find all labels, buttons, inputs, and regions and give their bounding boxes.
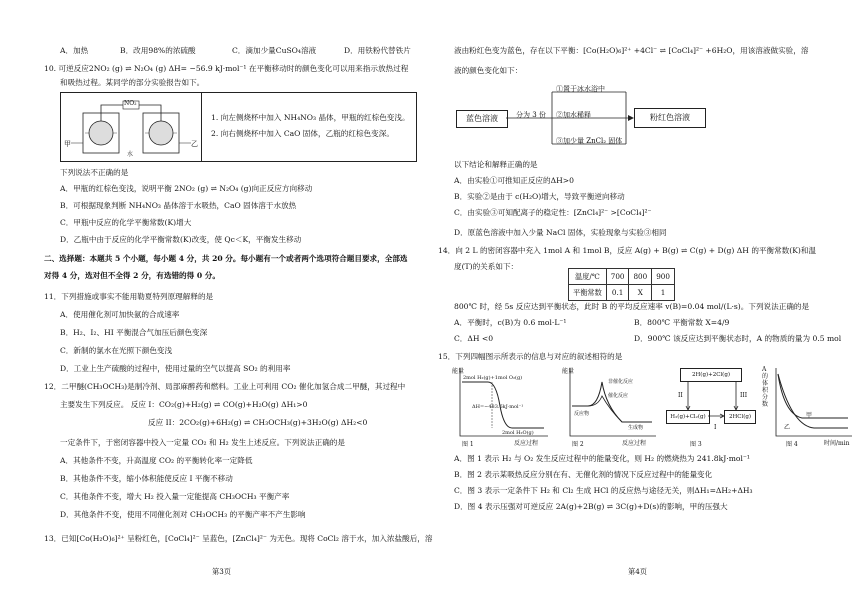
q10-jia-label: 甲 bbox=[64, 140, 71, 148]
q12-stem-line3: 反应 II：2CO₂(g)+6H₂(g) ⇌ CH₃OCH₃(g)+3H₂O(g) ΔH₂<0 bbox=[148, 418, 368, 427]
table-cell: 0.1 bbox=[606, 285, 629, 301]
q9-option-a: A．加热 bbox=[60, 46, 89, 55]
fig3-path-iii: III bbox=[740, 392, 748, 399]
flow-step-1: ①置于冰水浴中 bbox=[556, 85, 605, 93]
q10-option-b: B．可根据现象判断 NH₄NO₃ 晶体溶于水吸热，CaO 固体溶于水放热 bbox=[60, 201, 297, 210]
fig2-y-label: 能量 bbox=[562, 368, 575, 375]
q13-cont-line2: 液的颜色变化如下： bbox=[454, 66, 523, 75]
fig3-right-box: 2HCl(g) bbox=[724, 410, 756, 424]
q12-stem-line4: 一定条件下，于密闭容器中投入一定量 CO₂ 和 H₂ 发生上述反应。下列说法正确的是 bbox=[60, 438, 345, 447]
fig4-x-label: 时间/min bbox=[824, 440, 850, 447]
fig2-caption: 图 2 bbox=[572, 441, 584, 448]
q10-yi-label: 乙 bbox=[191, 140, 198, 148]
page-number-right: 第4页 bbox=[628, 567, 647, 576]
q13-option-c: C．由实验③可知配离子的稳定性：[ZnCl₄]²⁻ >[CoCl₄]²⁻ bbox=[454, 208, 652, 217]
flow-pink-box: 粉红色溶液 bbox=[634, 108, 706, 128]
section2-line2: 对得 4 分，选对但不全得 2 分，有选错的得 0 分。 bbox=[44, 271, 220, 280]
q14-option-b: B．800℃ 平衡常数 X=4/9 bbox=[634, 318, 730, 327]
q15-figure-4 bbox=[762, 366, 854, 448]
q11-option-d: D．工业上生产硫酸的过程中，使用过量的空气以提高 SO₂ 的利用率 bbox=[60, 364, 291, 373]
fig4-yi-label: 乙 bbox=[784, 424, 791, 431]
q13-option-d: D．原蓝色溶液中加入少量 NaCl 固体，实验现象与实验③相同 bbox=[454, 228, 667, 237]
q13-option-a: A．由实验①可推知正反应的ΔH>0 bbox=[454, 176, 574, 185]
q13-question: 以下结论和解释正确的是 bbox=[454, 160, 538, 169]
fig2-x-label: 反应过程 bbox=[622, 440, 647, 447]
q14-stem-line1: 14．向 2 L 的密闭容器中充入 1mol A 和 1mol B，反应 A(g) + B(g) ⇌ C(g) + D(g) ΔH 的平衡常数(K)和温 bbox=[438, 246, 817, 255]
q12-option-b: B．其他条件不变，缩小体积能使反应 I 平衡不移动 bbox=[60, 474, 233, 483]
q14-stem-line2: 度(T)的关系如下： bbox=[454, 262, 519, 271]
fig2-cat-label: 催化反应 bbox=[608, 393, 629, 399]
q14-option-d: D．900℃ 该反应达到平衡状态时，A 的物质的量为 0.5 mol bbox=[634, 334, 842, 343]
q13-cont-line1: 液由粉红色变为蓝色，存在以下平衡：[Co(H₂O)₆]²⁺ +4Cl⁻ ⇌ [CoCl₄]²⁻ +6H₂O，用该溶液做实验，溶 bbox=[454, 46, 809, 55]
table-cell: 1 bbox=[652, 285, 675, 301]
q11-option-a: A．使用催化剂可加快氨的合成速率 bbox=[60, 310, 180, 319]
q15-option-a: A．图 1 表示 H₂ 与 O₂ 发生反应过程中的能量变化，则 H₂ 的燃烧热为 241.8kJ·mol⁻¹ bbox=[454, 454, 750, 463]
q10-no2-label: NO₂ bbox=[124, 100, 137, 107]
q14-table-row-temp bbox=[569, 269, 675, 285]
q15-figure-3 bbox=[666, 366, 756, 448]
q15-stem: 15．下列四幅图示所表示的信息与对应的叙述相符的是 bbox=[438, 352, 623, 361]
fig1-bottom-label: 2mol H₂O(g) bbox=[502, 430, 534, 436]
fig3-top-box: 2H(g)+2Cl(g) bbox=[680, 368, 742, 382]
q15-figure-1 bbox=[452, 366, 552, 448]
fig3-path-ii: II bbox=[678, 392, 683, 399]
q12-option-d: D．其他条件不变，使用不同催化剂对 CH₃OCH₃ 的平衡产率不产生影响 bbox=[60, 510, 306, 519]
q13-stem: 13．已知[Co(H₂O)₆]²⁺ 呈粉红色，[CoCl₄]²⁻ 呈蓝色，[ZnCl₄]²⁻ 为无色。现将 CoCl₂ 溶于水，加入浓盐酸后，溶 bbox=[44, 534, 433, 543]
page-number-left: 第3页 bbox=[212, 567, 231, 576]
q11-option-b: B．H₂、I₂、HI 平衡混合气加压后颜色变深 bbox=[60, 328, 208, 337]
table-cell: 800 bbox=[629, 269, 652, 285]
q10-apparatus-figure bbox=[61, 93, 202, 161]
q11-stem: 11．下列措施或事实不能用勒夏特列原理解释的是 bbox=[44, 292, 214, 301]
q12-stem-line2: 主要发生下列反应。 反应 I：CO₂(g)+H₂(g) ⇌ CO(g)+H₂O(g) ΔH₁>0 bbox=[60, 400, 308, 409]
q10-option-a: A．甲瓶的红棕色变浅，说明平衡 2NO₂ (g) ⇌ N₂O₄ (g)向正反应方向移动 bbox=[60, 184, 313, 193]
q10-question: 下列说法不正确的是 bbox=[60, 168, 129, 177]
q15-figure-2 bbox=[562, 366, 658, 448]
fig3-path-i: I bbox=[714, 424, 717, 431]
q15-option-b: B．图 2 表示某吸热反应分别在有、无催化剂的情况下反应过程中的能量变化 bbox=[454, 470, 713, 479]
q14-stem-line3: 800℃ 时，经 5s 反应达到平衡状态，此时 B 的平均反应速率 v(B)=0.04 mol/(L·s)。下列说法正确的是 bbox=[454, 302, 810, 311]
q9-option-b: B．改用98%的浓硫酸 bbox=[120, 46, 196, 55]
fig1-x-label: 反应过程 bbox=[514, 440, 539, 447]
q12-option-c: C．其他条件不变，增大 H₂ 投入量一定能提高 CH₃OCH₃ 平衡产率 bbox=[60, 492, 290, 501]
fig4-y-label: A的体积分数 bbox=[762, 366, 769, 408]
fig3-caption: 图 3 bbox=[690, 441, 702, 448]
fig3-left-box: H₂(g)+Cl₂(g) bbox=[666, 410, 710, 424]
q12-option-a: A．其他条件不变，升高温度 CO₂ 的平衡转化率一定降低 bbox=[60, 456, 253, 465]
q10-water-label: 水 bbox=[127, 151, 134, 158]
flow-step-3: ③加少量 ZnCl₂ 固体 bbox=[556, 137, 623, 145]
q15-option-c: C．图 3 表示一定条件下 H₂ 和 Cl₂ 生成 HCl 的反应热与途径无关，则ΔH₁=ΔH₂+ΔH₃ bbox=[454, 486, 753, 495]
fig4-caption: 图 4 bbox=[786, 441, 798, 448]
q10-box-line1: 1. 向左侧烧杯中加入 NH₄NO₃ 晶体，甲瓶的红棕色变浅。 bbox=[211, 113, 410, 122]
flow-blue-box: 蓝色溶液 bbox=[456, 110, 508, 128]
q10-option-c: C．甲瓶中反应的化学平衡常数(K)增大 bbox=[60, 218, 192, 227]
q14-table-row-k bbox=[569, 285, 675, 301]
q9-option-d: D．用铁粉代替铁片 bbox=[344, 46, 411, 55]
table-cell: 700 bbox=[606, 269, 629, 285]
q10-option-d: D．乙瓶中由于反应的化学平衡常数(K)改变，使 Qc＜K，平衡发生移动 bbox=[60, 235, 302, 244]
table-cell: 温度/℃ bbox=[569, 269, 607, 285]
q11-option-c: C．新制的氯水在光照下颜色变浅 bbox=[60, 346, 173, 355]
q14-option-a: A．平衡时，c(B)为 0.6 mol·L⁻¹ bbox=[454, 318, 567, 327]
table-cell: X bbox=[629, 285, 652, 301]
flow-step-2: ②加水稀释 bbox=[556, 111, 591, 119]
fig2-product-label: 生成物 bbox=[628, 425, 644, 431]
section2-line1: 二、选择题：本题共 5 个小题，每小题 4 分，共 20 分。每小题有一个或者两个选项符合题目要求，全部选 bbox=[44, 254, 408, 263]
table-cell: 900 bbox=[652, 269, 675, 285]
fig1-dh-label: ΔH=−483.6kJ·mol⁻¹ bbox=[472, 404, 524, 410]
q14-option-c: C．ΔH <0 bbox=[454, 334, 494, 343]
fig1-caption: 图 1 bbox=[462, 441, 474, 448]
q13-option-b: B．实验②是由于 c(H₂O)增大，导致平衡逆向移动 bbox=[454, 192, 625, 201]
fig2-uncat-label: 非催化反应 bbox=[608, 379, 634, 385]
fig2-reactant-label: 反应物 bbox=[574, 411, 590, 417]
q10-box-line2: 2. 向右侧烧杯中加入 CaO 固体，乙瓶的红棕色变深。 bbox=[211, 129, 394, 138]
q9-option-c: C．滴加少量CuSO₄溶液 bbox=[232, 46, 317, 55]
q12-stem-line1: 12．二甲醚(CH₃OCH₃)是制冷剂、局部麻醉药和燃料。工业上可利用 CO₂ 催化加氢合成二甲醚，其过程中 bbox=[44, 382, 406, 391]
fig1-top-label: 2mol H₂(g)+1mol O₂(g) bbox=[463, 375, 523, 381]
q10-stem-line1: 10. 可逆反应2NO₂ (g) ⇌ N₂O₄ (g) ΔH= −56.9 kJ·mol⁻¹ 在平衡移动时的颜色变化可以用来指示放热过程 bbox=[44, 64, 409, 73]
q10-stem-line2: 和吸热过程。某同学的部分实验报告如下。 bbox=[60, 78, 205, 87]
table-cell: 平衡常数 bbox=[569, 285, 607, 301]
fig1-y-label: 能量 bbox=[452, 368, 465, 375]
q15-option-d: D．图 4 表示压强对可逆反应 2A(g)+2B(g) ⇌ 3C(g)+D(s)的影响，甲的压强大 bbox=[454, 502, 728, 511]
fig4-jia-label: 甲 bbox=[806, 412, 813, 419]
q14-k-table bbox=[568, 268, 675, 301]
right-page bbox=[430, 0, 860, 595]
flow-split-label: 分为 3 份 bbox=[516, 111, 546, 119]
q10-experiment-box bbox=[60, 92, 417, 162]
